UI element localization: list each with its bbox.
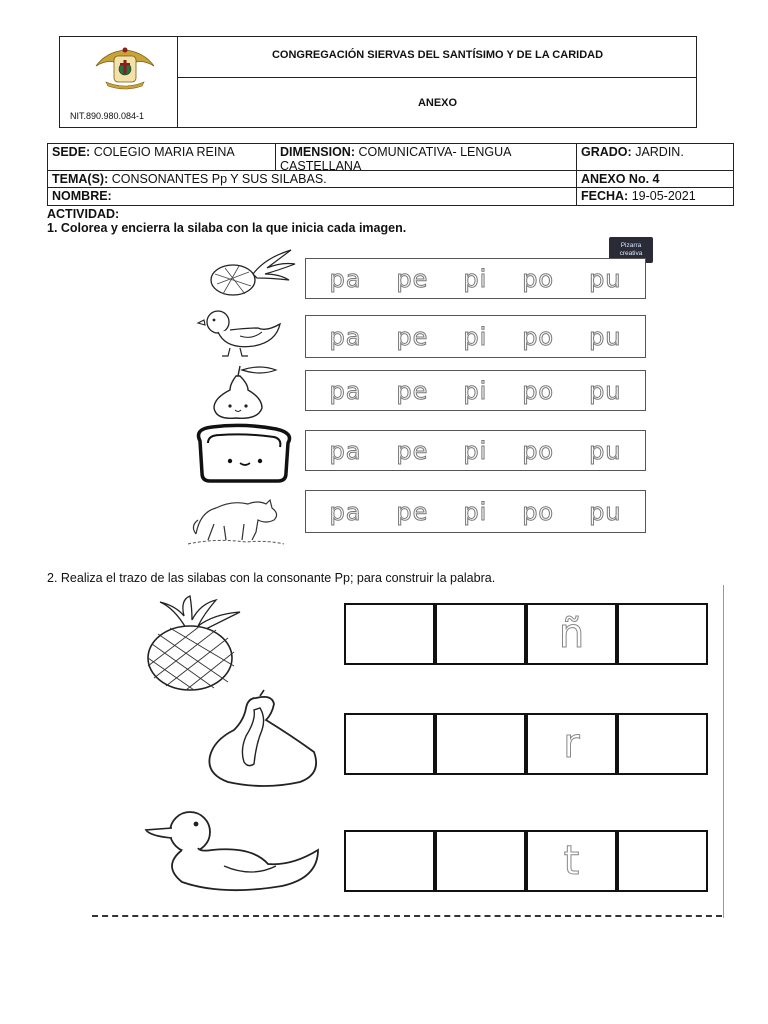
dimension-value: COMUNICATIVA- LENGUA CASTELLANA xyxy=(280,145,511,173)
trace-box-2[interactable] xyxy=(435,603,526,665)
trace-hint-letter: ñ xyxy=(558,611,585,657)
grado-cell xyxy=(576,143,734,171)
pear-icon xyxy=(204,690,322,788)
syllable-pa[interactable]: pa xyxy=(329,264,362,293)
syllable-pa[interactable]: pa xyxy=(329,497,362,526)
trace-row-pina xyxy=(344,603,708,665)
doc-type: ANEXO xyxy=(417,97,458,109)
duck-icon xyxy=(142,806,322,892)
syllable-pe[interactable]: pe xyxy=(396,376,429,405)
right-margin-line xyxy=(723,585,724,918)
syllable-pi[interactable]: pi xyxy=(463,322,488,351)
syllable-po[interactable]: po xyxy=(522,376,555,405)
puma-icon xyxy=(186,490,286,546)
syllable-row-5 xyxy=(305,490,646,533)
pineapple-icon xyxy=(144,594,244,692)
syllable-pa[interactable]: pa xyxy=(329,322,362,351)
syllable-pe[interactable]: pe xyxy=(396,322,429,351)
syllable-po[interactable]: po xyxy=(522,322,555,351)
syllable-row-4 xyxy=(305,430,646,471)
dimension-label: DIMENSION: xyxy=(280,145,355,159)
grado-value: JARDIN. xyxy=(635,145,684,159)
school-crest-logo xyxy=(92,44,158,92)
nombre-label: NOMBRE: xyxy=(52,189,112,203)
trace-row-pato xyxy=(344,830,708,892)
trace-box-hint[interactable] xyxy=(526,713,617,775)
instruction-2: 2. Realiza el trazo de las silabas con la consonante Pp; para construir la palabra. xyxy=(47,571,496,585)
syllable-pi[interactable]: pi xyxy=(463,497,488,526)
anexo-cell xyxy=(576,170,734,188)
badge-text: Pizarra creativa xyxy=(619,242,643,257)
dimension-cell xyxy=(275,143,577,171)
syllable-pa[interactable]: pa xyxy=(329,376,362,405)
pear-icon xyxy=(206,362,282,420)
trace-box-2[interactable] xyxy=(435,713,526,775)
sede-label: SEDE: xyxy=(52,145,91,159)
instruction-1: 1. Colorea y encierra la silaba con la que inicia cada imagen. xyxy=(47,221,407,235)
sede-cell xyxy=(47,143,276,171)
syllable-pu[interactable]: pu xyxy=(589,436,622,465)
fecha-label: FECHA: xyxy=(581,189,629,203)
syllable-po[interactable]: po xyxy=(522,497,555,526)
syllable-pe[interactable]: pe xyxy=(396,497,429,526)
syllable-pu[interactable]: pu xyxy=(589,376,622,405)
fecha-value: 19-05-2021 xyxy=(631,189,696,203)
syllable-pe[interactable]: pe xyxy=(396,264,429,293)
trace-row-pera xyxy=(344,713,708,775)
syllable-row-2 xyxy=(305,315,646,358)
syllable-pe[interactable]: pe xyxy=(396,436,429,465)
fecha-cell xyxy=(576,187,734,206)
nombre-cell[interactable] xyxy=(47,187,577,206)
syllable-pa[interactable]: pa xyxy=(329,436,362,465)
syllable-pu[interactable]: pu xyxy=(589,497,622,526)
syllable-pu[interactable]: pu xyxy=(589,322,622,351)
tema-cell xyxy=(47,170,577,188)
nit-number: NIT.890.980.084-1 xyxy=(70,111,145,121)
trace-hint-letter: t xyxy=(563,838,580,884)
trace-box-2[interactable] xyxy=(435,830,526,892)
sede-value: COLEGIO MARIA REINA xyxy=(93,145,235,159)
header-divider-horizontal xyxy=(177,77,697,78)
grado-label: GRADO: xyxy=(581,145,632,159)
anexo-label: ANEXO No. 4 xyxy=(581,172,660,186)
syllable-pi[interactable]: pi xyxy=(463,376,488,405)
activity-title: ACTIVIDAD: xyxy=(47,207,120,221)
trace-box-hint[interactable] xyxy=(526,603,617,665)
syllable-row-1 xyxy=(305,258,646,299)
trace-hint-letter: r xyxy=(563,721,580,767)
syllable-po[interactable]: po xyxy=(522,264,555,293)
syllable-po[interactable]: po xyxy=(522,436,555,465)
tema-value: CONSONANTES Pp Y SUS SILABAS. xyxy=(111,172,327,186)
bread-icon xyxy=(190,425,298,483)
trace-box-1[interactable] xyxy=(344,603,435,665)
trace-box-hint[interactable] xyxy=(526,830,617,892)
org-name: CONGREGACIÓN SIERVAS DEL SANTÍSIMO Y DE LA CARIDAD xyxy=(271,49,604,61)
trace-box-4[interactable] xyxy=(617,603,708,665)
pineapple-icon xyxy=(205,244,297,300)
syllable-row-3 xyxy=(305,370,646,411)
tema-label: TEMA(S): xyxy=(52,172,109,186)
syllable-pi[interactable]: pi xyxy=(463,264,488,293)
trace-box-1[interactable] xyxy=(344,713,435,775)
dashed-cut-line xyxy=(92,915,722,917)
syllable-pu[interactable]: pu xyxy=(589,264,622,293)
syllable-pi[interactable]: pi xyxy=(463,436,488,465)
trace-box-1[interactable] xyxy=(344,830,435,892)
chick-icon xyxy=(196,306,286,358)
trace-box-4[interactable] xyxy=(617,830,708,892)
trace-box-4[interactable] xyxy=(617,713,708,775)
